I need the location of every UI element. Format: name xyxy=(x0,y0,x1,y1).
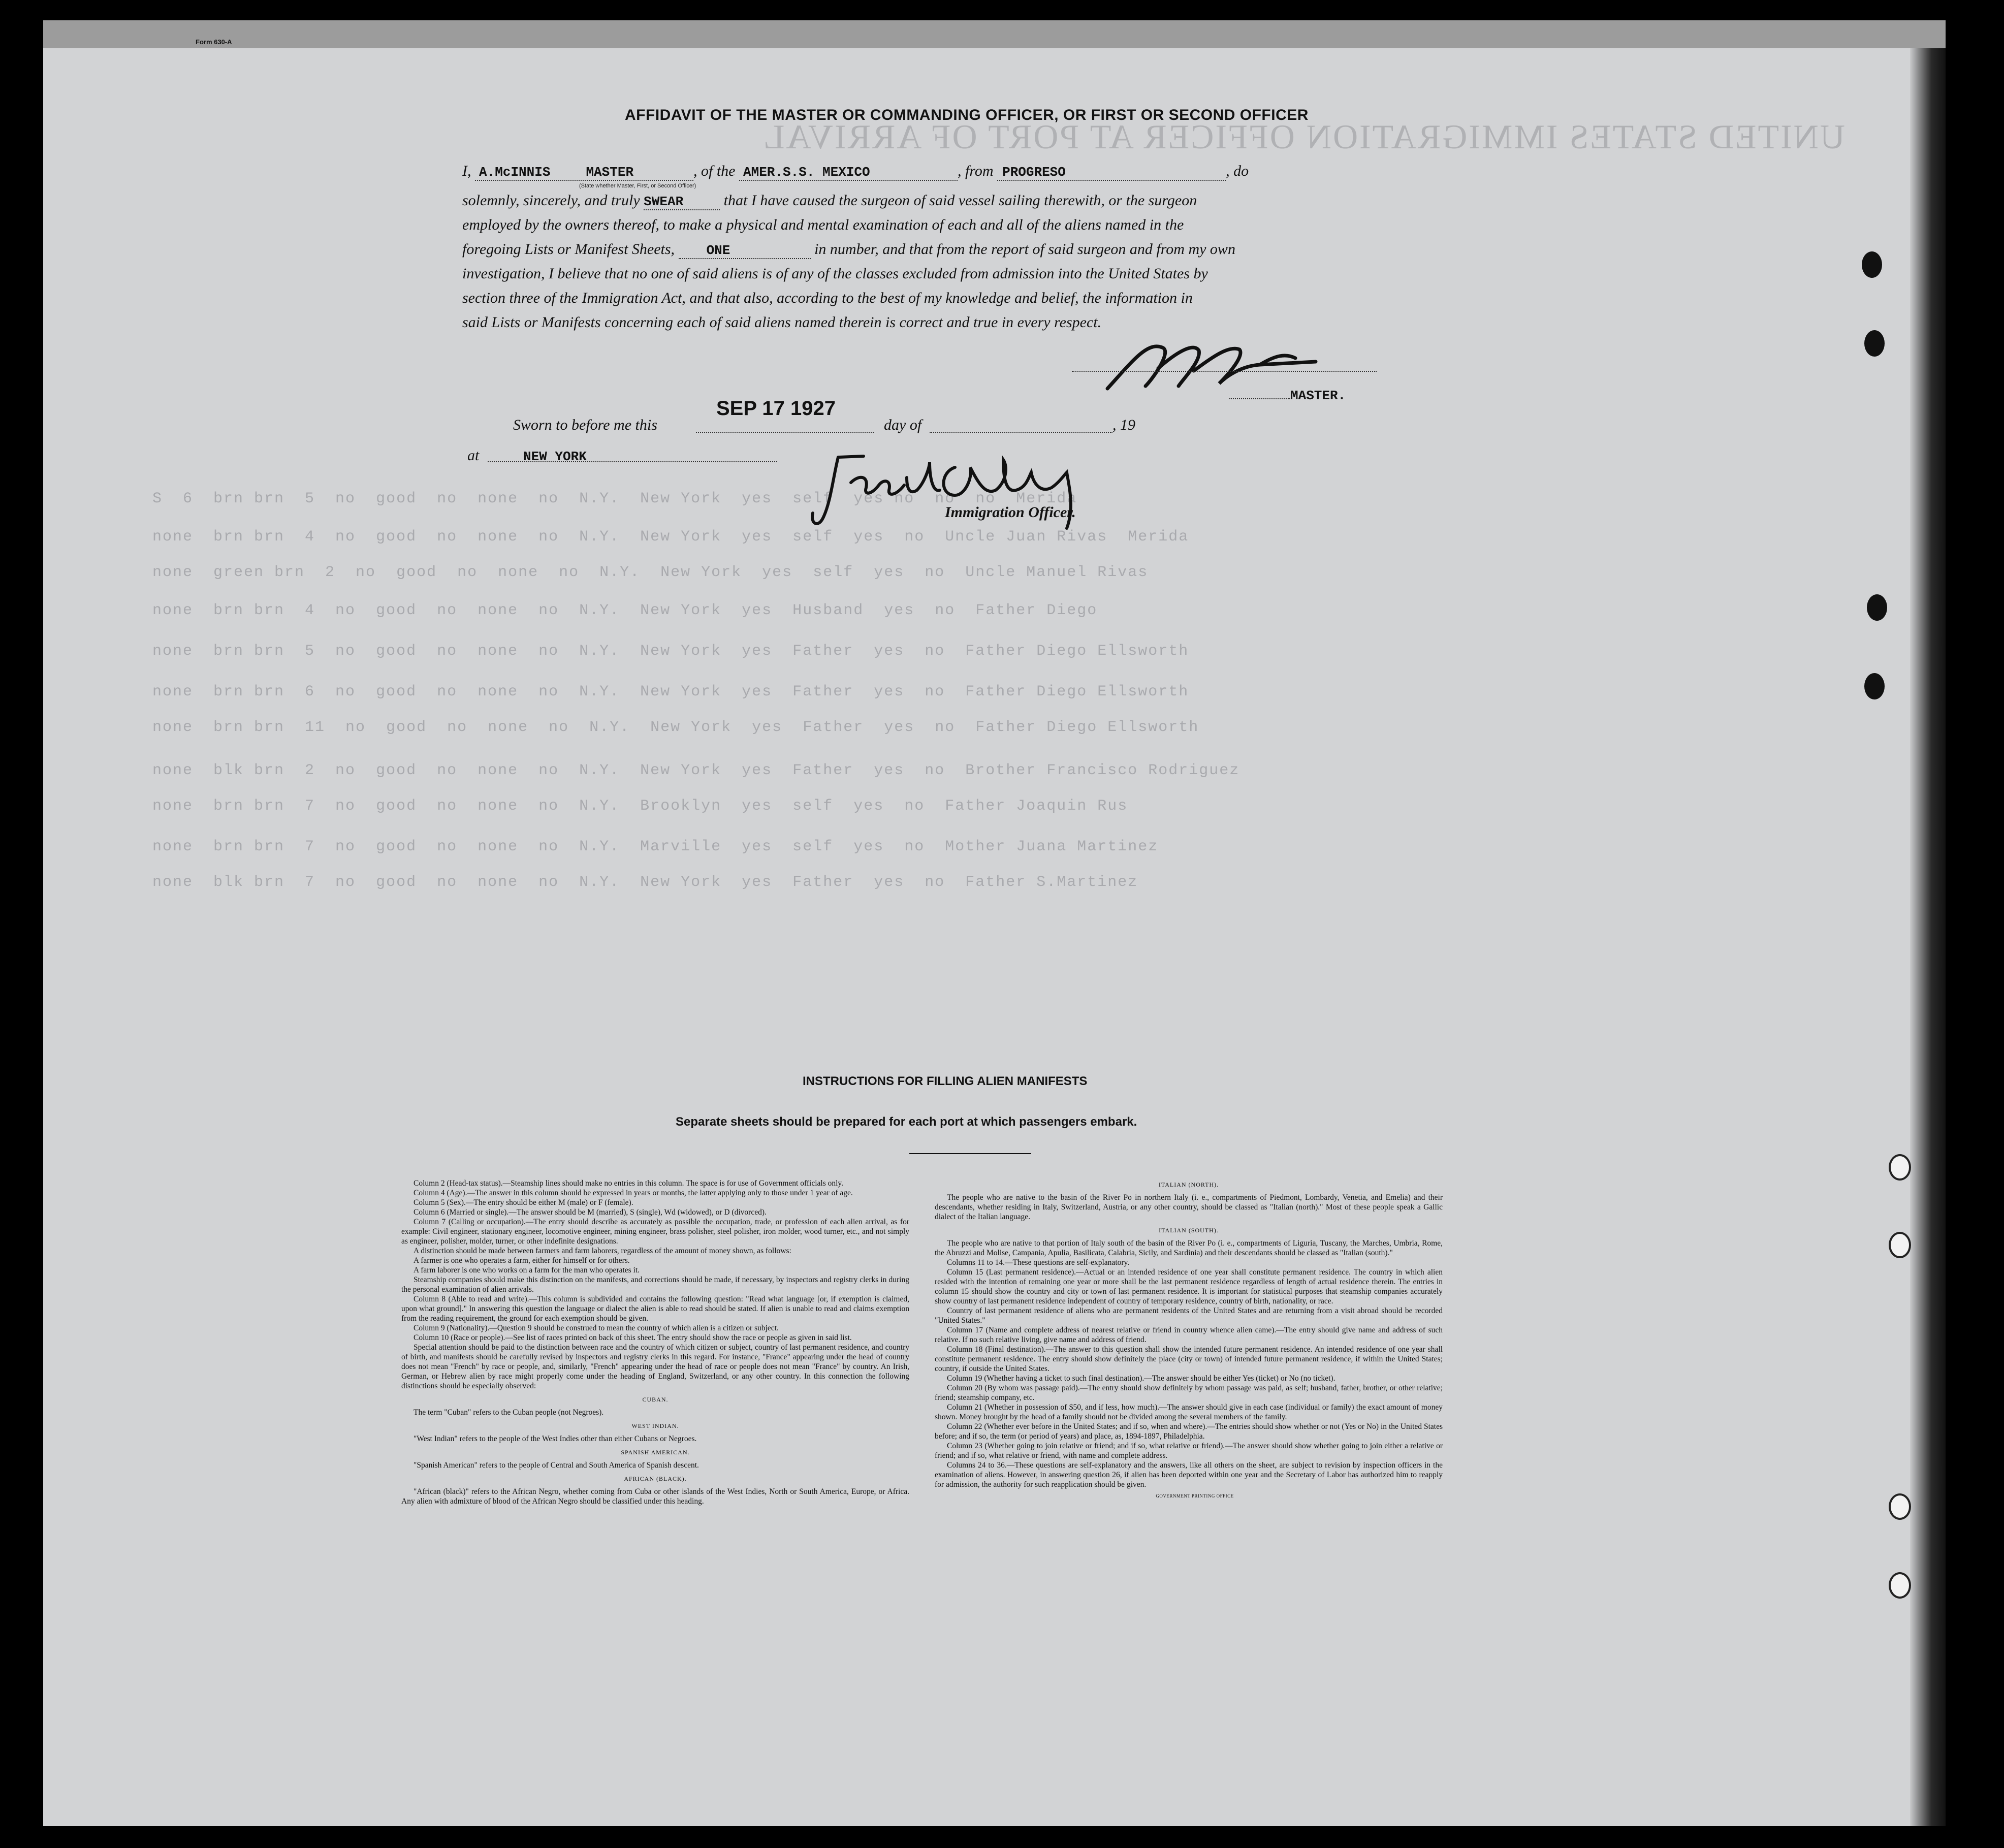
instruction-paragraph: A farmer is one who operates a farm, either for himself or for others. xyxy=(413,1256,630,1265)
binder-hole xyxy=(1867,594,1887,621)
bleedthrough-heading: UNITED STATES IMMIGRATION OFFICER AT PORT OF ARRIVAL xyxy=(762,117,1845,156)
form-number: Form 630-A xyxy=(196,38,232,46)
instructions-subtitle: Separate sheets should be prepared for each port at which passengers embark. xyxy=(676,1115,1137,1129)
section-text: "West Indian" refers to the people of the West Indies other than either Cubans or Negroes. xyxy=(413,1435,697,1443)
master-signature-line xyxy=(1072,371,1377,372)
instruction-paragraph: Column 15 (Last permanent residence).—Actual or an intended residence of one year shall constitute permanent residence. The country in which alien resided with the intention of remaining one year or more shall be the last permanent residence regardless of length of actual residence therein. The entries in column 15 should show the country and city or town of last permanent residence. It is important for statistical purposes that steamship companies accurately show country of last permanent residence independent of country of temporary residence, country of birth, nationality, or race. xyxy=(935,1268,1443,1305)
day-of-label: day of xyxy=(884,417,922,433)
instruction-paragraph: Column 18 (Final destination).—The answer to this question shall show the intended future permanent residence. An intended residence of one year shall constitute permanent residence. The entry should show definitely the place (city or town) of intended future permanent residence, if within the United States; country, if outside the United States. xyxy=(935,1345,1443,1373)
instruction-paragraph: A farm laborer is one who works on a farm for the man who operates it. xyxy=(413,1266,640,1275)
affidavit-line-4: foregoing Lists or Manifest Sheets, ONE in number, and that from the report of said surgeon and from my own xyxy=(462,241,1235,258)
instruction-paragraph: Special attention should be paid to the distinction between race and the country of which citizen or subject, country of last permanent residence, and country of birth, and manifests should be carefully revised by inspectors and registry clerks in this regard. For instance, "France" appearing under the head of country does not mean "French" by race or people, and, similarly, "French" appearing under the head of race or people does not mean "France" by country. An Irish, German, or Hebrew alien by race might properly come under the heading of England, Switzerland, or any other country. In this connection the following distinctions should be especially observed: xyxy=(401,1343,909,1390)
instruction-paragraph: Column 8 (Able to read and write).—This column is subdivided and contains the following question: "Read what language [or, if exemption is claimed, upon what ground]." In answering this question the language or dialect the alien is able to read should be stated. If alien is unable to read and claims exemption from the reading requirement, the ground for each exemption should be given. xyxy=(401,1295,909,1323)
binder-hole xyxy=(1864,673,1885,699)
instruction-paragraph: Steamship companies should make this distinction on the manifests, and corrections should be made, if necessary, by inspectors and registry clerks in during the personal examination of alien arrivals. xyxy=(401,1276,909,1294)
instruction-paragraph: Column 20 (By whom was passage paid).—The entry should show definitely by whom passage was paid, as self; husband, father, brother, or other relative; friend; steamship company, etc. xyxy=(935,1384,1443,1402)
instructions-right-column xyxy=(935,1176,1443,1501)
instruction-paragraph: Column 4 (Age).—The answer in this column should be expressed in years or months, the latter applying only to those under 1 year of age. xyxy=(413,1189,853,1197)
instruction-paragraph: Column 21 (Whether in possession of $50, and if less, how much).—The answer should give in each case (individual or family) the exact amount of money shown. Money brought by the head of a family should not be divided among the several members of the family. xyxy=(935,1403,1443,1421)
section-text: "African (black)" refers to the African Negro, whether coming from Cuba or other islands of the West Indies, North or South America, Europe, or Africa. Any alien with admixture of blood of the African Negro should be classified under this heading. xyxy=(401,1487,909,1506)
binder-hole-open xyxy=(1889,1493,1911,1520)
officer-title: Immigration Officer. xyxy=(945,504,1076,521)
affidavit-line-1: I, A.McINNIS MASTER , of the AMER.S.S. MEXICO , from PROGRESO , do xyxy=(462,163,1249,180)
signer-title: MASTER. xyxy=(1229,386,1346,403)
section-text: The term "Cuban" refers to the Cuban people (not Negroes). xyxy=(413,1408,604,1417)
instruction-paragraph: Columns 24 to 36.—These questions are self-explanatory and the answers, like all others on the sheet, are subject to revision by inspection officers in the examination of aliens. However, in answering question 26, if alien has been deported within one year and the Secretary of Labor has authorized him to reapply for admission, the authority for such reapplication should be given. xyxy=(935,1461,1443,1489)
instruction-paragraph: Country of last permanent residence of aliens who are permanent residents of the United States and are returning from a visit abroad should be recorded "United States." xyxy=(935,1307,1443,1325)
instruction-paragraph: Column 5 (Sex).—The entry should be either M (male) or F (female). xyxy=(413,1198,633,1207)
binder-hole xyxy=(1862,251,1882,278)
departure-port: PROGRESO xyxy=(1002,165,1066,180)
binder-hole xyxy=(1864,330,1885,357)
instruction-paragraph: Column 17 (Name and complete address of nearest relative or friend in country whence alien came).—The entry should give name and address of such relative. If no such relative living, give name and address of friend. xyxy=(935,1326,1443,1344)
affidavit-line-7: said Lists or Manifests concerning each of said aliens named therein is correct and true in every respect. xyxy=(462,314,1102,331)
year-label: , 19 xyxy=(1112,417,1135,433)
affidavit-line-3: employed by the owners thereof, to make a physical and mental examination of each and all of the aliens named in the xyxy=(462,216,1184,233)
sheet-count: ONE xyxy=(706,243,730,258)
page-edge-shadow xyxy=(1910,48,1946,1826)
at-label: at xyxy=(467,447,480,464)
section-text: The people who are native to the basin of the River Po in northern Italy (i. e., compartments of Piedmont, Lombardy, Venetia, and Emelia) and their descendants, whether residing in Italy, Switzerland, Austria, or any other country, should be classed as "Italian (north)." Most of these people speak a Gallic dialect of the Italian language. xyxy=(935,1193,1443,1221)
month-field xyxy=(930,432,1112,433)
sworn-date-field xyxy=(696,432,874,433)
oath-word: SWEAR xyxy=(644,194,684,209)
printer-imprint: GOVERNMENT PRINTING OFFICE xyxy=(1156,1493,1234,1499)
section-heading: SPANISH AMERICAN. xyxy=(621,1449,690,1456)
sworn-line: Sworn to before me this xyxy=(513,417,657,433)
instruction-paragraph: A distinction should be made between farmers and farm laborers, regardless of the amount of money shown, as follows: xyxy=(413,1247,791,1255)
instruction-paragraph: Column 2 (Head-tax status).—Steamship lines should make no entries in this column. The space is for use of Government officials only. xyxy=(413,1179,844,1188)
officer-signature xyxy=(803,447,1148,538)
top-edge-strip xyxy=(43,20,1946,48)
instructions-left-column xyxy=(401,1178,909,1506)
section-text: "Spanish American" refers to the people of Central and South America of Spanish descent. xyxy=(413,1461,699,1470)
master-name: A.McINNIS xyxy=(479,165,551,180)
instruction-paragraph: Column 6 (Married or single).—The answer should be M (married), S (single), Wd (widowed), or D (divorced). xyxy=(413,1208,767,1217)
binder-hole-open xyxy=(1889,1572,1911,1599)
rank-note: (State whether Master, First, or Second Officer) xyxy=(579,183,696,189)
instruction-paragraph: Column 9 (Nationality).—Question 9 should be construed to mean the country of which alien is a citizen or subject. xyxy=(413,1324,779,1332)
section-heading: AFRICAN (BLACK). xyxy=(624,1475,687,1482)
instructions-title: INSTRUCTIONS FOR FILLING ALIEN MANIFESTS xyxy=(803,1074,1088,1088)
section-heading: ITALIAN (SOUTH). xyxy=(1159,1227,1219,1234)
affidavit-title: AFFIDAVIT OF THE MASTER OR COMMANDING OFFICER, OR FIRST OR SECOND OFFICER xyxy=(625,107,1309,123)
binder-hole-open xyxy=(1889,1154,1911,1181)
instruction-paragraph: Column 22 (Whether ever before in the United States; and if so, when and where).—The entries should show whether or not (Yes or No) in the United States before; and if so, the term (or period of years) and place, as, 1894-1897, Philadelphia. xyxy=(935,1422,1443,1441)
date-stamp: SEP 17 1927 xyxy=(716,397,836,420)
section-text: The people who are native to that portion of Italy south of the basin of the River Po (i. e., compartments of Liguria, Tuscany, the Marches, Umbria, Rome, the Abruzzi and Molise, Campania, Apulia, Basilicata, Calabria, Sicily, and Sardinia) and their descendants should be classed as "Italian (south)." xyxy=(935,1239,1443,1257)
affidavit-line-6: section three of the Immigration Act, and that also, according to the best of my knowledge and belief, the information in xyxy=(462,290,1193,306)
section-heading: ITALIAN (NORTH). xyxy=(1158,1181,1219,1188)
instruction-paragraph: Column 19 (Whether having a ticket to such final destination).—The answer should be either Yes (ticket) or No (no ticket). xyxy=(947,1374,1335,1383)
instruction-paragraph: Columns 11 to 14.—These questions are self-explanatory. xyxy=(947,1258,1130,1267)
instruction-paragraph: Column 23 (Whether going to join relative or friend; and if so, what relative or friend).—The answer should show whether going to join either a relative or friend; and if so, what relative or friend, with name and complete address. xyxy=(935,1442,1443,1460)
instruction-paragraph: Column 7 (Calling or occupation).—The entry should describe as accurately as possible the occupation, trade, or profession of each alien arrival, as for example: Civil engineer, stationary engineer, locomotive engineer, mining engineer, brass polisher, steel polisher, iron molder, wood turner, etc., and not simply as engineer, polisher, molder, turner, or other indefinite designations. xyxy=(401,1218,909,1246)
instructions-divider xyxy=(909,1153,1031,1154)
master-rank: MASTER xyxy=(586,165,634,180)
instruction-paragraph: Column 10 (Race or people).—See list of races printed on back of this sheet. The entry should show the race or people as given in said list. xyxy=(413,1333,852,1342)
binder-hole-open xyxy=(1889,1232,1911,1258)
sworn-place: NEW YORK xyxy=(523,449,587,464)
vessel-name: AMER.S.S. MEXICO xyxy=(743,165,870,180)
affidavit-line-2: solemnly, sincerely, and truly SWEAR that I have caused the surgeon of said vessel sailing therewith, or the surgeon xyxy=(462,192,1197,209)
section-heading: CUBAN. xyxy=(642,1396,669,1403)
affidavit-line-5: investigation, I believe that no one of said aliens is of any of the classes excluded from admission into the United States by xyxy=(462,265,1208,282)
section-heading: WEST INDIAN. xyxy=(631,1422,679,1429)
